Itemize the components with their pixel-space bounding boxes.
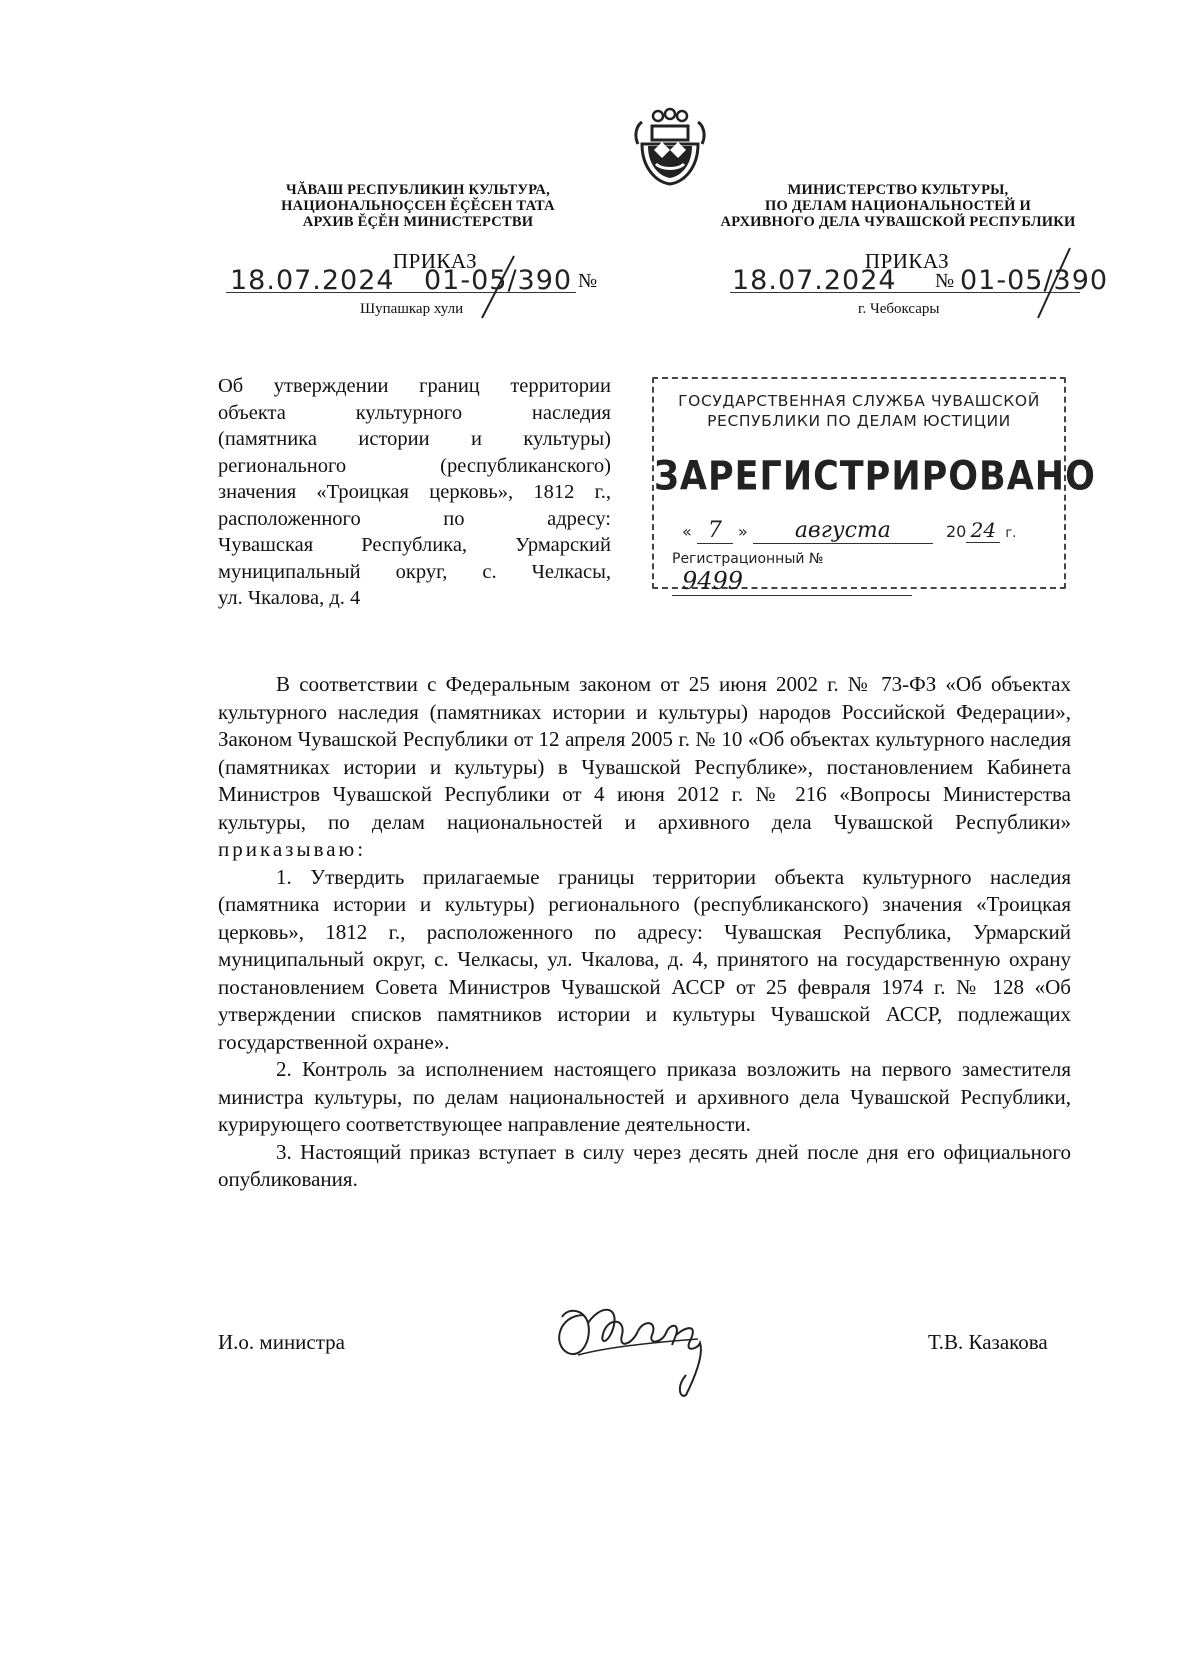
preamble-order-word: приказываю:: [218, 837, 367, 861]
stamp-reg-label: Регистрационный №: [672, 551, 824, 567]
subject-line: Об утверждении границ территории: [218, 375, 611, 397]
org-line: АРХИВ ĔÇĔН МИНИСТЕРСТВИ: [302, 214, 534, 230]
stamp-registration: [672, 551, 1052, 595]
org-line: МИНИСТЕРСТВО КУЛЬТУРЫ,: [787, 182, 1009, 198]
subject-line: расположенного по адресу:: [218, 507, 611, 530]
org-name-russian: [712, 182, 1084, 230]
doc-title-left: ПРИКАЗ: [392, 249, 478, 273]
signatory-title: И.о. министра: [218, 1330, 345, 1354]
doc-title-right: ПРИКАЗ: [864, 249, 950, 273]
stamp-registered-word: ЗАРЕГИСТРИРОВАНО: [654, 454, 1096, 500]
registration-stamp: [652, 377, 1096, 595]
stamp-year: 24: [966, 518, 1000, 543]
underline-left: [226, 292, 576, 293]
order-body: [218, 671, 1071, 1194]
org-name-chuvash: [268, 182, 568, 230]
number-sign-left: №: [578, 270, 598, 292]
subject-line: Чувашская Республика, Урмарский: [218, 534, 611, 556]
handwritten-number-right: 01-05/390: [960, 265, 1109, 296]
subject-line: (памятника истории и культуры): [218, 428, 611, 450]
stamp-year-suffix: г.: [1005, 526, 1017, 541]
order-item-2: 2. Контроль за исполнением настоящего приказа возложить на первого заместителя министра культуры, по делам национальностей и архивного дела Чувашской Республики, курирующего соответствующее направление деятельности.: [218, 1057, 1071, 1136]
stamp-quote-close: »: [737, 522, 748, 541]
place-right: г. Чебоксары: [858, 301, 940, 317]
order-item-1: 1. Утвердить прилагаемые границы территории объекта культурного наследия (памятника истории и культуры) регионального (республиканского) значения «Троицкая церковь», 1812 г., расположенного по адресу: Чувашская Республика, Урмарский муниципальный округ, с. Челкасы, ул. Чкалова, д. 4, принятого на государственную охрану постановлением Совета Министров Чувашской АССР от 25 февраля 1974 г. № 128 «Об утверждении списков памятников истории и культуры Чувашской АССР, подлежащих государственной охране».: [218, 864, 1071, 1054]
handwritten-date-right: 18.07.2024: [732, 265, 897, 296]
subject-line: объекта культурного наследия: [218, 401, 611, 424]
handwritten-number-left: 01-05/390: [424, 265, 573, 296]
org-line: НАЦИОНАЛЬНОÇСЕН ĔÇĔСЕН ТАТА: [281, 198, 555, 214]
subject-line: ул. Чкалова, д. 4: [218, 587, 361, 609]
stamp-org-line: ГОСУДАРСТВЕННАЯ СЛУЖБА ЧУВАШСКОЙ: [678, 392, 1040, 410]
chuvash-emblem-icon: [632, 106, 708, 186]
number-sign-right: №: [935, 270, 955, 292]
org-line: АРХИВНОГО ДЕЛА ЧУВАШСКОЙ РЕСПУБЛИКИ: [720, 214, 1076, 230]
slash-mark-right: [1034, 246, 1074, 320]
slash-mark-left: [478, 254, 518, 320]
stamp-org-line: РЕСПУБЛИКИ ПО ДЕЛАМ ЮСТИЦИИ: [707, 412, 1011, 430]
signatory-name: Т.В. Казакова: [928, 1330, 1048, 1354]
subject-line: муниципальный округ, с. Челкасы,: [218, 560, 611, 583]
stamp-date: [682, 518, 1042, 546]
subject-line: регионального (республиканского): [218, 454, 611, 477]
order-item-3: 3. Настоящий приказ вступает в силу через десять дней после дня его официального опубликования.: [218, 1139, 1071, 1191]
handwritten-date-left: 18.07.2024: [230, 265, 395, 296]
stamp-day: 7: [697, 518, 733, 544]
preamble: [218, 671, 1071, 864]
org-line: ПО ДЕЛАМ НАЦИОНАЛЬНОСТЕЙ И: [765, 198, 1031, 214]
stamp-month: августа: [753, 518, 933, 544]
subject-line: значения «Троицкая церковь», 1812 г.,: [218, 481, 611, 503]
stamp-quote-open: «: [682, 522, 692, 541]
underline-right: [730, 292, 1080, 293]
org-line: ЧĂВАШ РЕСПУБЛИКИН КУЛЬТУРА,: [286, 182, 550, 198]
handwritten-signature: [548, 1295, 720, 1401]
place-left: Шупашкар хули: [360, 301, 464, 317]
stamp-reg-number: 9499: [672, 567, 912, 596]
order-subject: [218, 373, 611, 612]
stamp-org: [654, 391, 1064, 431]
stamp-year-prefix: 20: [945, 522, 967, 541]
preamble-text: В соответствии с Федеральным законом от 25 июня 2002 г. № 73-ФЗ «Об объектах культурного наследия (памятниках истории и культуры) народов Российской Федерации», Законом Чувашской Республики от 12 апреля 2005 г. № 10 «Об объектах культурного наследия (памятниках истории и культуры) в Чувашской Республике», постановлением Кабинета Министров Чувашской Республики от 4 июня 2012 г. № 216 «Вопросы Министерства культуры, по делам национальностей и архивного дела Чувашской Республики»: [218, 672, 1071, 834]
